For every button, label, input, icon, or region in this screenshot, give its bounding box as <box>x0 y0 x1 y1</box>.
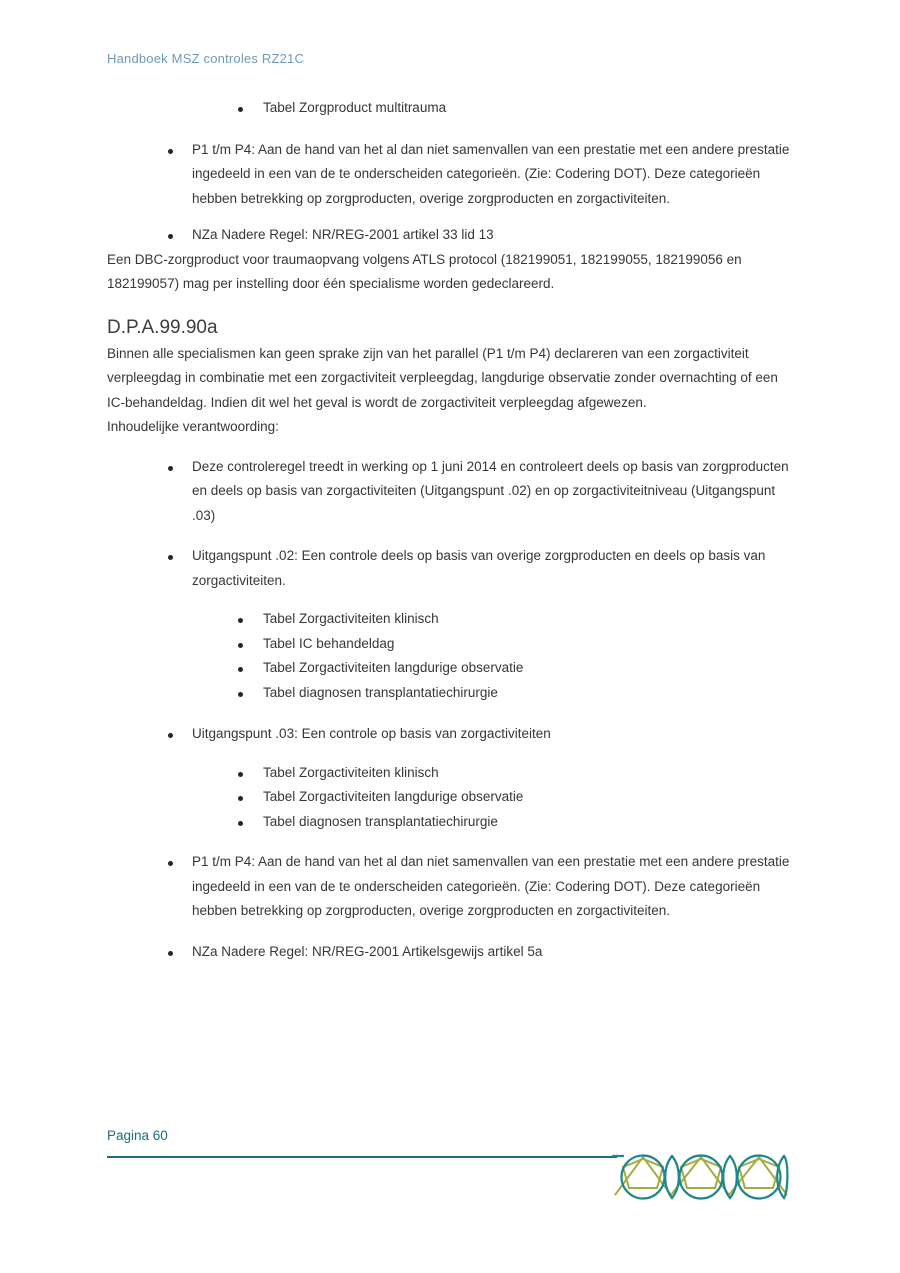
bullet-item <box>107 544 790 593</box>
bullet-text: P1 t/m P4: Aan de hand van het al dan niet samenvallen van een prestatie met een andere prestatie ingedeeld in een van de te onderscheiden categorieën. (Zie: Codering DOT). Deze categorieën hebben betrekking op zorgproducten, overige zorgproducten en zorgactiviteiten. <box>192 854 790 918</box>
bullet-text: Tabel Zorgactiviteiten langdurige observatie <box>263 660 524 675</box>
bullet-cell <box>238 761 263 786</box>
bullet-item <box>107 96 790 121</box>
bullet-icon <box>168 733 173 738</box>
bullet-cell <box>238 96 263 121</box>
bullet-cell <box>238 656 263 681</box>
bullet-cell <box>168 940 192 965</box>
document-header: Handboek MSZ controles RZ21C <box>107 51 305 66</box>
bullet-text: Tabel Zorgactiviteiten klinisch <box>263 764 439 780</box>
bullet-icon <box>168 861 173 866</box>
bullet-item <box>107 138 790 212</box>
bullet-item <box>107 850 790 924</box>
bullet-item <box>107 722 790 747</box>
bullet-icon <box>238 772 243 777</box>
bullet-icon <box>168 555 173 560</box>
bullet-cell <box>168 138 192 163</box>
paragraph-binnen: Binnen alle specialismen kan geen sprake zijn van het parallel (P1 t/m P4) declareren van een zorgactiviteit verpleegdag in combinatie met een zorgactiviteit verpleegdag, langdurige observatie zonder overnachting of een IC-behandeldag. Indien dit wel het geval is wordt de zorgactiviteit verpleegdag afgewezen. <box>107 345 778 410</box>
section-heading: D.P.A.99.90a <box>107 316 218 338</box>
bullet-text: P1 t/m P4: Aan de hand van het al dan niet samenvallen van een prestatie met een andere prestatie ingedeeld in een van de te onderscheiden categorieën. (Zie: Codering DOT). Deze categorieën hebben betrekking op zorgproducten, overige zorgproducten en zorgactiviteiten. <box>192 141 790 206</box>
bullet-icon <box>238 692 243 697</box>
bullet-cell <box>168 544 192 569</box>
bullet-icon <box>168 466 173 471</box>
bullet-text: Uitgangspunt .02: Een controle deels op basis van overige zorgproducten en deels op basis van zorgactiviteiten. <box>192 548 766 588</box>
bullet-icon <box>168 951 173 956</box>
bullet-item <box>107 607 790 632</box>
bullet-cell <box>238 632 263 657</box>
bullet-icon <box>238 796 243 801</box>
bullet-text: Tabel Zorgactiviteiten klinisch <box>263 611 439 626</box>
bullet-icon <box>238 667 243 672</box>
logo-olive-pattern <box>615 1157 787 1195</box>
bullet-cell <box>168 223 192 248</box>
bullet-icon <box>168 234 173 239</box>
bullet-text: Tabel IC behandeldag <box>263 635 395 651</box>
bullet-cell <box>238 810 263 835</box>
bullet-item <box>107 761 790 786</box>
bullet-cell <box>238 607 263 632</box>
bullet-item <box>107 810 790 835</box>
bullet-icon <box>168 149 173 154</box>
bullet-item <box>107 223 790 248</box>
bullet-icon <box>238 107 243 112</box>
bullet-item <box>107 455 790 529</box>
bullet-text: NZa Nadere Regel: NR/REG-2001 artikel 33 lid 13 <box>192 227 494 242</box>
footer-logo-icon <box>612 1154 790 1201</box>
paragraph-dbc: Een DBC-zorgproduct voor traumaopvang volgens ATLS protocol (182199051, 182199055, 182199056 en 182199057) mag per instelling door één specialisme worden gedeclareerd. <box>107 251 742 291</box>
bullet-item <box>107 632 790 657</box>
bullet-item <box>107 681 790 706</box>
bullet-item <box>107 656 790 681</box>
bullet-text: Tabel diagnosen transplantatiechirurgie <box>263 813 498 829</box>
footer-rule <box>107 1156 617 1158</box>
bullet-cell <box>238 785 263 810</box>
bullet-icon <box>238 643 243 648</box>
page-number: Pagina 60 <box>107 1128 168 1143</box>
bullet-text: Tabel diagnosen transplantatiechirurgie <box>263 684 498 700</box>
bullet-text: Tabel Zorgactiviteiten langdurige observatie <box>263 789 524 804</box>
bullet-item <box>107 940 790 965</box>
bullet-cell <box>168 455 192 480</box>
bullet-text: NZa Nadere Regel: NR/REG-2001 Artikelsgewijs artikel 5a <box>192 943 543 959</box>
bullet-text: Uitgangspunt .03: Een controle op basis van zorgactiviteiten <box>192 726 551 741</box>
paragraph-inhoudelijk: Inhoudelijke verantwoording: <box>107 419 279 434</box>
bullet-icon <box>238 618 243 623</box>
bullet-text: Deze controleregel treedt in werking op 1 juni 2014 en controleert deels op basis van zorgproducten en deels op basis van zorgactiviteiten (Uitgangspunt .02) en op zorgactiviteitniveau (Uitgangspunt .03) <box>192 458 789 523</box>
bullet-icon <box>238 821 243 826</box>
bullet-cell <box>238 681 263 706</box>
bullet-text: Tabel Zorgproduct multitrauma <box>263 100 447 115</box>
bullet-cell <box>168 850 192 875</box>
bullet-cell <box>168 722 192 747</box>
bullet-item <box>107 785 790 810</box>
